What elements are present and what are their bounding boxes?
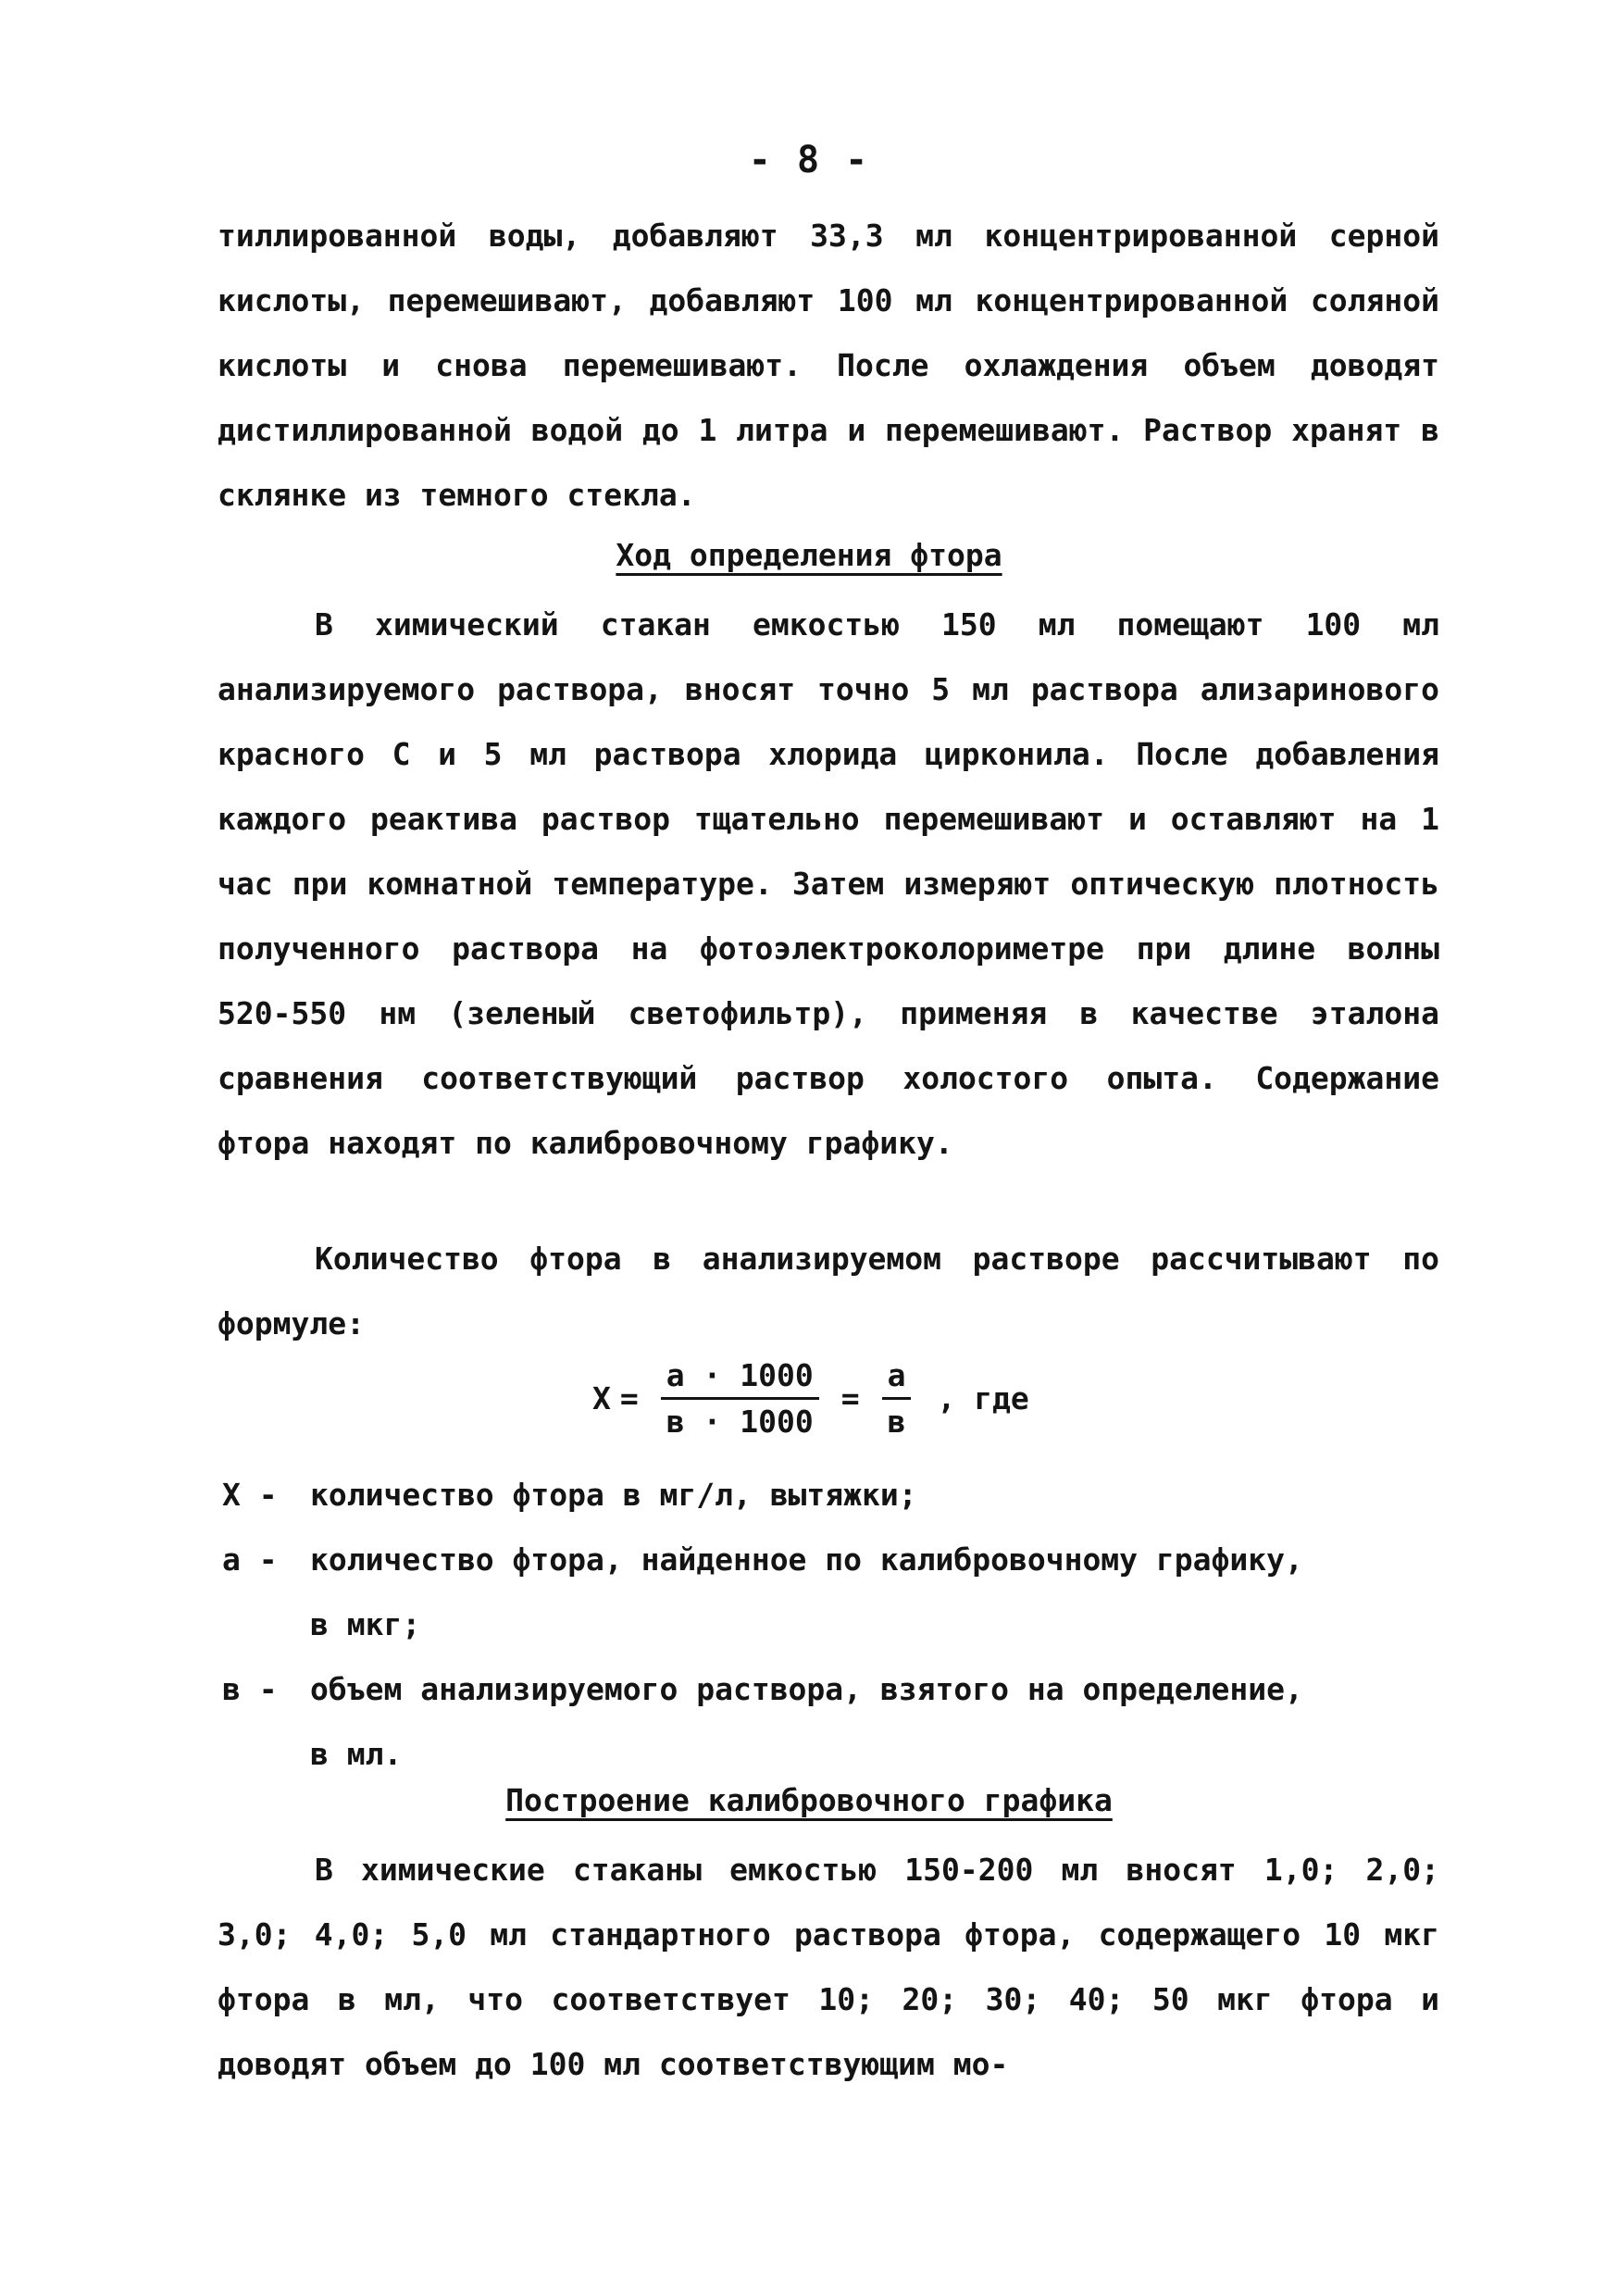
definition-continuation: в мкг; bbox=[310, 1606, 421, 1642]
section-heading-fluorine-determination: Ход определения фтора bbox=[616, 537, 1002, 573]
paragraph-calculation-intro: Количество фтора в анализируемом растворе рассчитывают по формуле: bbox=[218, 1241, 1439, 1341]
definition-continuation: в мл. bbox=[310, 1736, 403, 1772]
definition-item bbox=[222, 1528, 1444, 1592]
definition-symbol: в - bbox=[222, 1671, 278, 1707]
definition-item bbox=[222, 1657, 1444, 1722]
formula-fraction-2 bbox=[882, 1357, 912, 1440]
paragraph-procedure: В химический стакан емкостью 150 мл помещают 100 мл анализируемого раствора, вносят точно 5 мл раствора ализаринового красного С и 5 мл раствора хлорида цирконила. После добавления каждого реактива раствор тщательно перемешивают и оставляют на 1 час при комнатной температуре. Затем измеряют оптическую плотность полученного раствора на фотоэлектроколориметре при длине волны 520-550 нм (зеленый светофильтр), применяя в качестве эталона сравнения соответствующий раствор холостого опыта. Содержание фтора находят по калибровочному графику. bbox=[218, 606, 1439, 1161]
formula-suffix: , где bbox=[937, 1379, 1029, 1416]
formula bbox=[592, 1347, 1029, 1449]
definition-symbol: а - bbox=[222, 1541, 278, 1578]
formula-fraction-1 bbox=[661, 1357, 819, 1440]
definition-symbol: X - bbox=[222, 1477, 278, 1513]
definition-text: объем анализируемого раствора, взятого на определение, bbox=[310, 1671, 1303, 1707]
paragraph-calibration: В химические стаканы емкостью 150-200 мл вносят 1,0; 2,0; 3,0; 4,0; 5,0 мл стандартного раствора фтора, содержащего 10 мкг фтора в мл, что соответствует 10; 20; 30; 40; 50 мкг фтора и доводят объем до 100 мл соответствующим мо- bbox=[218, 1852, 1439, 2082]
formula-lhs: X bbox=[592, 1379, 611, 1416]
formula-denominator-1: в · 1000 bbox=[666, 1403, 814, 1440]
page-number: - 8 - bbox=[748, 139, 870, 181]
formula-numerator-2: а bbox=[882, 1357, 912, 1400]
formula-numerator-1: а · 1000 bbox=[661, 1357, 819, 1400]
section-heading-calibration: Построение калибровочного графика bbox=[505, 1782, 1113, 1818]
formula-equals-2: = bbox=[840, 1379, 860, 1416]
formula-denominator-2: в bbox=[887, 1403, 906, 1440]
paragraph-reagent-prep: тиллированной воды, добавляют 33,3 мл концентрированной серной кислоты, перемешивают, добавляют 100 мл концентрированной соляной кислоты и снова перемешивают. После охлаждения объем доводят дистиллированной водой до 1 литра и перемешивают. Раствор хранят в склянке из темного стекла. bbox=[218, 218, 1439, 513]
definition-item bbox=[222, 1463, 1444, 1528]
definition-text: количество фтора в мг/л, вытяжки; bbox=[310, 1477, 917, 1513]
formula-equals-1: = bbox=[619, 1379, 639, 1416]
definition-text: количество фтора, найденное по калибровочному графику, bbox=[310, 1541, 1303, 1578]
